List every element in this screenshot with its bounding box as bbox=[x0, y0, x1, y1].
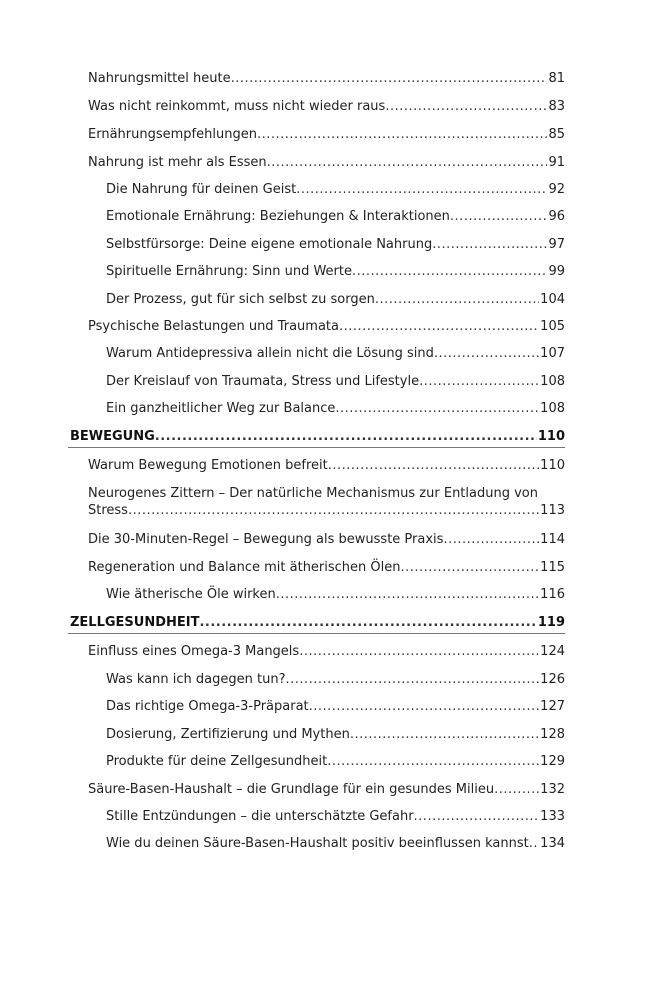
toc-entry-page: 99 bbox=[548, 264, 565, 279]
toc-entry[interactable] bbox=[88, 70, 565, 87]
toc-entry[interactable] bbox=[88, 643, 565, 660]
toc-entry-page: 108 bbox=[540, 401, 565, 416]
toc-entry-page: 83 bbox=[548, 99, 565, 114]
toc-entry[interactable] bbox=[106, 263, 565, 280]
toc-entry-title: Die Nahrung für deinen Geist bbox=[106, 182, 297, 197]
toc-entry[interactable] bbox=[106, 835, 565, 852]
toc-entry-title: Einfluss eines Omega-3 Mangels bbox=[88, 644, 300, 659]
toc-leader-dots bbox=[128, 502, 539, 519]
toc-entry-title-line-2: Stress bbox=[88, 503, 128, 518]
toc-entry-title: Was nicht reinkommt, muss nicht wieder raus bbox=[88, 99, 386, 114]
toc-entry-page: 124 bbox=[540, 644, 565, 659]
toc-entry-page: 81 bbox=[548, 71, 565, 86]
toc-entry-page: 134 bbox=[540, 836, 565, 851]
toc-entry-page: 114 bbox=[540, 532, 565, 547]
toc-entry-page: 116 bbox=[540, 587, 565, 602]
toc-entry-title: Psychische Belastungen und Traumata bbox=[88, 319, 339, 334]
toc-entry[interactable] bbox=[106, 236, 565, 253]
toc-leader-dots bbox=[350, 726, 539, 743]
toc-entry-title: Spirituelle Ernährung: Sinn und Werte bbox=[106, 264, 352, 279]
toc-entry-title: Selbstfürsorge: Deine eigene emotionale Nahrung bbox=[106, 237, 433, 252]
toc-entry-page: 128 bbox=[540, 727, 565, 742]
toc-entry-page: 105 bbox=[540, 319, 565, 334]
toc-entry-page: 126 bbox=[540, 672, 565, 687]
toc-leader-dots bbox=[155, 428, 537, 445]
chapter-divider bbox=[68, 447, 565, 448]
toc-entry[interactable] bbox=[106, 726, 565, 743]
toc-leader-dots bbox=[199, 614, 536, 631]
toc-entry-title: Emotionale Ernährung: Beziehungen & Interaktionen bbox=[106, 209, 450, 224]
toc-entry[interactable] bbox=[106, 698, 565, 715]
toc-entry-title: Der Prozess, gut für sich selbst zu sorgen bbox=[106, 292, 375, 307]
toc-entry[interactable] bbox=[106, 181, 565, 198]
toc-entry[interactable] bbox=[106, 373, 565, 390]
toc-leader-dots bbox=[335, 400, 539, 417]
toc-entry-title: Stille Entzündungen – die unterschätzte Gefahr bbox=[106, 809, 414, 824]
toc-entry-page: 110 bbox=[540, 458, 565, 473]
toc-leader-dots bbox=[328, 457, 539, 474]
toc-leader-dots bbox=[414, 808, 540, 825]
toc-leader-dots bbox=[276, 586, 539, 603]
toc-entry-title: Der Kreislauf von Traumata, Stress und Lifestyle bbox=[106, 374, 420, 389]
toc-chapter-title: ZELLGESUNDHEIT bbox=[70, 615, 200, 630]
toc-leader-dots bbox=[231, 70, 548, 87]
toc-entry-title: Warum Bewegung Emotionen befreit bbox=[88, 458, 328, 473]
toc-entry-title: Ein ganzheitlicher Weg zur Balance bbox=[106, 401, 336, 416]
toc-entry-title: Produkte für deine Zellgesundheit bbox=[106, 754, 328, 769]
toc-entry-title: Wie du deinen Säure-Basen-Haushalt positiv beeinflussen kannst bbox=[106, 836, 529, 851]
toc-entry-page: 115 bbox=[540, 560, 565, 575]
toc-entry[interactable] bbox=[88, 98, 565, 115]
toc-leader-dots bbox=[401, 559, 540, 576]
toc-entry-title: Warum Antidepressiva allein nicht die Lösung sind bbox=[106, 346, 434, 361]
toc-entry-title-line-1: Neurogenes Zittern – Der natürliche Mechanismus zur Entladung von bbox=[88, 486, 538, 501]
toc-entry-title: Säure-Basen-Haushalt – die Grundlage für ein gesundes Milieu bbox=[88, 782, 495, 797]
toc-leader-dots bbox=[267, 154, 548, 171]
toc-entry-page: 91 bbox=[548, 155, 565, 170]
toc-entry[interactable] bbox=[106, 671, 565, 688]
toc-entry[interactable] bbox=[88, 531, 565, 548]
toc-entry-page: 96 bbox=[548, 209, 565, 224]
toc-leader-dots bbox=[375, 291, 539, 308]
toc-entry-page: 129 bbox=[540, 754, 565, 769]
toc-leader-dots bbox=[450, 208, 548, 225]
toc-chapter-entry[interactable] bbox=[70, 428, 565, 445]
toc-entry-page: 85 bbox=[548, 127, 565, 142]
toc-entry[interactable] bbox=[106, 208, 565, 225]
toc-entry-title: Dosierung, Zertifizierung und Mythen bbox=[106, 727, 350, 742]
toc-entry-title: Die 30-Minuten-Regel – Bewegung als bewusste Praxis bbox=[88, 532, 444, 547]
toc-leader-dots bbox=[443, 531, 539, 548]
toc-entry-page: 92 bbox=[548, 182, 565, 197]
toc-entry[interactable] bbox=[106, 808, 565, 825]
toc-entry[interactable] bbox=[106, 753, 565, 770]
toc-entry-title: Regeneration und Balance mit ätherischen Ölen bbox=[88, 560, 401, 575]
toc-leader-dots bbox=[296, 181, 547, 198]
toc-entry-title: Das richtige Omega-3-Präparat bbox=[106, 699, 309, 714]
toc-entry[interactable] bbox=[88, 126, 565, 143]
toc-chapter-page: 119 bbox=[537, 615, 565, 630]
toc-entry[interactable] bbox=[106, 400, 565, 417]
toc-entry[interactable] bbox=[106, 291, 565, 308]
toc-leader-dots bbox=[419, 373, 539, 390]
toc-entry[interactable] bbox=[88, 318, 565, 335]
toc-leader-dots bbox=[385, 98, 547, 115]
toc-entry-title: Nahrungsmittel heute bbox=[88, 71, 231, 86]
toc-entry-page: 104 bbox=[540, 292, 565, 307]
toc-entry[interactable] bbox=[88, 154, 565, 171]
toc-leader-dots bbox=[339, 318, 539, 335]
toc-entry[interactable] bbox=[88, 457, 565, 474]
toc-leader-dots bbox=[309, 698, 540, 715]
toc-leader-dots bbox=[432, 236, 547, 253]
toc-leader-dots bbox=[257, 126, 548, 143]
toc-entry-title: Was kann ich dagegen tun? bbox=[106, 672, 286, 687]
toc-leader-dots bbox=[327, 753, 539, 770]
toc-entry-page: 108 bbox=[540, 374, 565, 389]
toc-entry[interactable] bbox=[88, 559, 565, 576]
toc-leader-dots bbox=[494, 781, 539, 798]
toc-entry-page: 107 bbox=[540, 346, 565, 361]
toc-entry[interactable] bbox=[88, 485, 565, 519]
toc-entry-title: Wie ätherische Öle wirken bbox=[106, 587, 276, 602]
toc-leader-dots bbox=[529, 835, 539, 852]
toc-entry-page: 132 bbox=[540, 782, 565, 797]
toc-entry[interactable] bbox=[88, 781, 565, 798]
toc-entry-title: Nahrung ist mehr als Essen bbox=[88, 155, 267, 170]
toc-chapter-entry[interactable] bbox=[70, 614, 565, 631]
toc-entry-title: Ernährungsempfehlungen bbox=[88, 127, 257, 142]
toc-entry[interactable] bbox=[106, 345, 565, 362]
toc-leader-dots bbox=[352, 263, 547, 280]
toc-entry-page: 133 bbox=[540, 809, 565, 824]
toc-chapter-title: BEWEGUNG bbox=[70, 429, 155, 444]
toc-entry-page: 113 bbox=[540, 503, 565, 518]
toc-leader-dots bbox=[285, 671, 539, 688]
toc-entry-page: 97 bbox=[548, 237, 565, 252]
toc-leader-dots bbox=[299, 643, 539, 660]
chapter-divider bbox=[68, 633, 565, 634]
toc-leader-dots bbox=[434, 345, 539, 362]
toc-chapter-page: 110 bbox=[537, 429, 565, 444]
toc-entry-page: 127 bbox=[540, 699, 565, 714]
toc-entry[interactable] bbox=[106, 586, 565, 603]
